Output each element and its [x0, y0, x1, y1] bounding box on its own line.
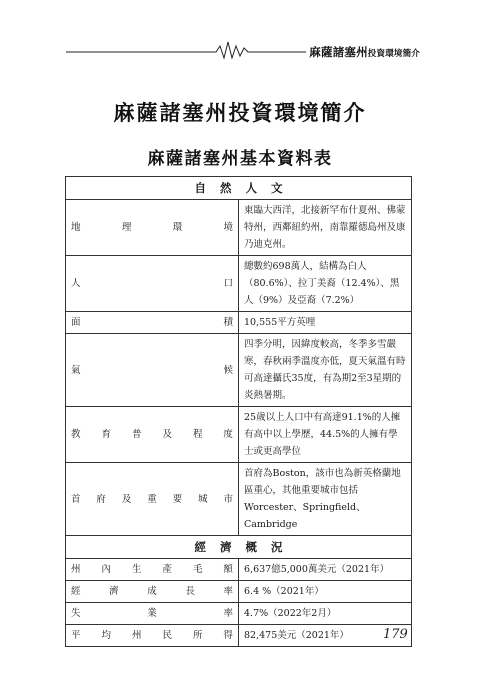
row-value: 首府為Boston，該市也為新英格蘭地區重心，其他重要城市包括Worcester、Springfield、Cambridge — [239, 463, 412, 536]
row-value: 4.7%（2022年2月） — [239, 603, 412, 625]
label-char: 均 — [101, 630, 111, 641]
page-title: 麻薩諸塞州投資環境簡介 — [113, 101, 367, 125]
row-label — [66, 200, 239, 256]
label-char: 氣 — [71, 364, 81, 376]
table-row — [66, 463, 412, 536]
heartbeat-line-icon — [66, 38, 306, 60]
label-char: 育 — [101, 429, 111, 440]
label-char: 境 — [223, 222, 233, 233]
row-value: 東臨大西洋，北接新罕布什夏州、佛蒙特州，西鄰紐約州，南靠羅德島州及康乃迪克州。 — [239, 200, 412, 256]
row-value: 總數約698萬人，結構為白人（80.6%）、拉丁美裔（12.4%）、黑人（9%）及亞裔（7.2%） — [239, 256, 412, 312]
table-row — [66, 256, 412, 312]
row-label-text — [71, 314, 233, 331]
table-row — [66, 581, 412, 603]
running-title-topic: 投資環境簡介 — [367, 49, 420, 59]
label-char: 候 — [223, 364, 233, 376]
label-char: 地 — [71, 222, 81, 233]
row-label — [66, 312, 239, 334]
label-char: 口 — [223, 278, 233, 289]
section-heading-row — [66, 536, 412, 559]
label-char: 濟 — [109, 586, 119, 597]
label-char: 理 — [121, 222, 132, 233]
running-title-state: 麻薩諸塞州 — [309, 45, 368, 59]
row-label — [66, 407, 239, 463]
label-char: 要 — [172, 493, 183, 505]
section-heading-row — [66, 177, 412, 200]
label-char: 教 — [71, 429, 81, 440]
label-char: 業 — [147, 608, 157, 619]
label-char: 內 — [101, 564, 111, 575]
table-row — [66, 407, 412, 463]
label-char: 生 — [131, 564, 142, 575]
label-char: 州 — [131, 630, 142, 641]
basic-data-table — [65, 176, 412, 647]
row-label — [66, 463, 239, 536]
row-label-text — [71, 219, 233, 236]
table-row — [66, 334, 412, 407]
row-label — [66, 559, 239, 581]
row-label-text — [71, 275, 233, 292]
label-char: 平 — [71, 630, 81, 641]
row-label — [66, 603, 239, 625]
label-char: 失 — [71, 608, 81, 619]
label-char: 城 — [198, 493, 208, 505]
table-row — [66, 200, 412, 256]
label-char: 積 — [223, 317, 233, 328]
label-char: 面 — [71, 317, 81, 328]
row-label — [66, 334, 239, 407]
label-char: 率 — [223, 608, 233, 619]
label-char: 毛 — [192, 564, 203, 575]
row-value: 6,637億5,000萬美元（2021年） — [239, 559, 412, 581]
label-char: 率 — [223, 586, 233, 597]
running-header — [66, 38, 420, 60]
page-number: 179 — [383, 627, 408, 642]
row-label-text — [71, 491, 233, 508]
row-label-text — [71, 583, 233, 600]
label-char: 民 — [162, 630, 172, 641]
label-char: 環 — [172, 222, 183, 233]
label-char: 成 — [147, 586, 157, 597]
row-label — [66, 625, 239, 647]
label-char: 得 — [223, 630, 233, 641]
label-char: 程 — [192, 429, 203, 440]
label-char: 府 — [96, 493, 106, 505]
table-row — [66, 312, 412, 334]
row-label — [66, 256, 239, 312]
row-value: 25歲以上人口中有高達91.1%的人擁有高中以上學歷，44.5%的人擁有學士或更高學位 — [239, 407, 412, 463]
label-char: 及 — [162, 429, 172, 440]
label-char: 人 — [71, 278, 81, 289]
row-value: 四季分明，因緯度較高，冬季多雪嚴寒，春秋兩季溫度亦低，夏天氣溫有時可高達攝氏35度，有為期2至3星期的炎熱暑期。 — [239, 334, 412, 407]
label-char: 市 — [223, 493, 233, 505]
label-char: 額 — [223, 564, 233, 575]
label-char: 所 — [192, 630, 203, 641]
label-char: 經 — [71, 586, 81, 597]
table-row — [66, 625, 412, 647]
label-char: 產 — [162, 564, 172, 575]
row-value: 10,555平方英哩 — [239, 312, 412, 334]
row-label-text — [71, 627, 233, 644]
row-label — [66, 581, 239, 603]
row-value: 82,475美元（2021年） — [239, 625, 412, 647]
row-label-text — [71, 426, 233, 443]
label-char: 普 — [131, 429, 142, 440]
section-heading: 自然人文 — [66, 177, 412, 200]
row-label-text — [71, 561, 233, 578]
label-char: 度 — [223, 429, 233, 440]
row-label-text — [71, 605, 233, 622]
table-row — [66, 603, 412, 625]
row-label-text — [71, 362, 233, 379]
row-value: 6.4 %（2021年） — [239, 581, 412, 603]
table-row — [66, 559, 412, 581]
label-char: 重 — [147, 493, 157, 505]
label-char: 州 — [71, 564, 81, 575]
label-char: 首 — [71, 493, 81, 505]
table-title: 麻薩諸塞州基本資料表 — [147, 149, 333, 169]
section-heading: 經濟概況 — [66, 536, 412, 559]
label-char: 及 — [121, 493, 132, 505]
label-char: 長 — [185, 586, 195, 597]
running-title — [309, 44, 420, 60]
